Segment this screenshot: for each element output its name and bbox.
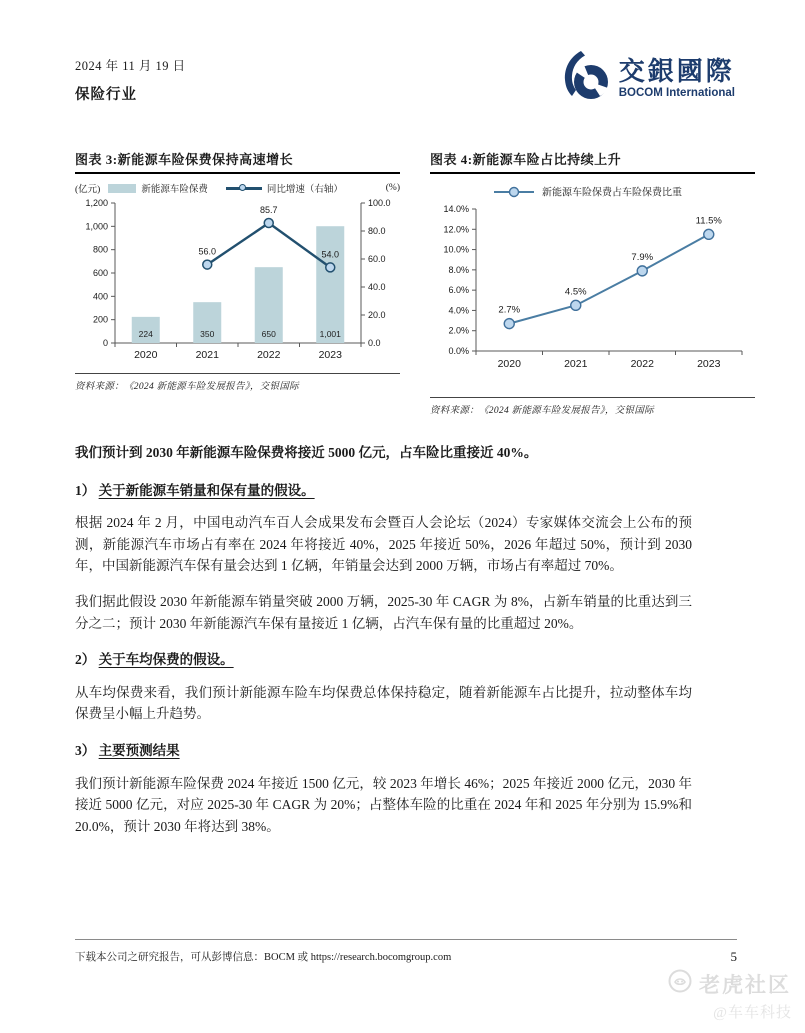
svg-text:56.0: 56.0 xyxy=(198,246,217,257)
bar-legend-label: 新能源车险保费 xyxy=(141,185,208,195)
svg-text:20.0: 20.0 xyxy=(368,310,386,320)
svg-text:80.0: 80.0 xyxy=(368,226,386,236)
figure4-svg xyxy=(430,179,755,387)
svg-text:2023: 2023 xyxy=(697,358,721,370)
svg-text:2022: 2022 xyxy=(630,358,654,370)
section3-prefix: 3） xyxy=(75,742,96,758)
figure3-card xyxy=(75,149,400,416)
svg-text:1,200: 1,200 xyxy=(85,198,108,208)
page-header xyxy=(75,56,735,107)
svg-text:2021: 2021 xyxy=(564,358,588,370)
section3-heading-text: 主要预测结果 xyxy=(98,742,180,758)
page-number: 5 xyxy=(730,949,737,964)
svg-text:0.0: 0.0 xyxy=(368,338,381,348)
svg-text:200: 200 xyxy=(92,314,108,325)
figure4-title: 图表 4:新能源车险占比持续上升 xyxy=(430,149,755,174)
svg-text:2022: 2022 xyxy=(257,349,281,361)
figure4-source: 资料来源：《2024 新能源车险发展报告》，交银国际 xyxy=(430,397,755,416)
bar-legend-swatch xyxy=(108,184,136,193)
footer-text-prefix: 下载本公司之研究报告，可从彭博信息：BOCM 或 xyxy=(75,952,311,963)
section1-heading-text: 关于新能源车销量和保有量的假设。 xyxy=(98,482,315,498)
svg-text:2021: 2021 xyxy=(195,349,219,361)
svg-text:7.9%: 7.9% xyxy=(631,251,654,263)
svg-text:600: 600 xyxy=(92,268,108,278)
svg-text:新能源车险保费占车险保费比重: 新能源车险保费占车险保费比重 xyxy=(542,187,682,199)
report-date: 2024 年 11 月 19 日 xyxy=(75,59,186,73)
line-legend-swatch xyxy=(226,187,262,190)
svg-text:1,000: 1,000 xyxy=(85,221,108,232)
section2-heading-text: 关于车均保费的假设。 xyxy=(98,652,234,668)
logo-cn: 交銀國際 xyxy=(618,56,735,86)
footer-text xyxy=(75,949,451,964)
figure3-right-unit: (%) xyxy=(385,183,400,193)
svg-text:12.0%: 12.0% xyxy=(443,224,469,235)
sector-title: 保险行业 xyxy=(75,87,137,103)
tiger-community-watermark xyxy=(668,969,791,999)
tiger-community-label: 老虎社区 xyxy=(699,973,791,997)
svg-text:4.0%: 4.0% xyxy=(448,305,469,316)
line-legend-label: 同比增速（右轴） xyxy=(266,185,343,195)
svg-text:1,001: 1,001 xyxy=(319,329,341,339)
section2-paragraph-1: 从车均保费来看，我们预计新能源车险车均保费总体保持稳定，随着新能源车占比提升，拉动整体车均保费呈小幅上升趋势。 xyxy=(75,684,692,722)
svg-text:4.5%: 4.5% xyxy=(564,286,587,298)
section2-heading xyxy=(75,649,692,671)
svg-text:60.0: 60.0 xyxy=(368,254,386,264)
figure3-left-unit: (亿元) xyxy=(75,185,101,195)
report-body xyxy=(75,442,692,837)
section3-paragraph-1: 我们预计新能源车险保费 2024 年接近 1500 亿元，较 2023 年增长 46%；2025 年接近 2000 亿元，2030 年接近 5000 亿元，对应 2025-30 年 CAGR 为 20%；占整体车险的比重在 2024 年和 2025 年分别为 15.9%和 20.0%，预计 2030 年将达到 38%。 xyxy=(75,775,692,834)
figure4-card xyxy=(430,149,755,416)
svg-text:40.0: 40.0 xyxy=(368,282,386,292)
svg-text:54.0: 54.0 xyxy=(321,249,340,260)
svg-text:650: 650 xyxy=(261,329,276,339)
section3-heading xyxy=(75,740,692,762)
section1-paragraph-2: 我们据此假设 2030 年新能源车销量突破 2000 万辆，2025-30 年 CAGR 为 8%，占新车销量的比重达到三分之二；预计 2030 年新能源汽车保有量接近 1 亿辆，占汽车保有量的比重超过 20%。 xyxy=(75,593,692,631)
svg-text:6.0%: 6.0% xyxy=(448,285,469,296)
header-left xyxy=(75,56,186,104)
svg-text:350: 350 xyxy=(200,329,215,339)
svg-text:2.0%: 2.0% xyxy=(448,325,469,336)
svg-text:85.7: 85.7 xyxy=(259,205,278,216)
svg-text:400: 400 xyxy=(92,291,108,302)
figure3-legend xyxy=(75,181,400,195)
bocom-logo-text xyxy=(619,58,735,99)
handle-watermark: @车车科技 xyxy=(713,1005,792,1021)
svg-text:8.0%: 8.0% xyxy=(448,264,469,275)
tiger-icon xyxy=(668,969,692,999)
svg-text:0: 0 xyxy=(102,338,108,348)
section1-paragraph-1: 根据 2024 年 2 月，中国电动汽车百人会成果发布会暨百人会论坛（2024）专家媒体交流会上公布的预测，新能源汽车市场占有率在 2024 年将接近 40%，2025 年接近 50%，2026 年超过 50%，预计到 2030 年，中国新能源汽车保有量会达到 1 亿辆，年销量会达到 2000 万辆，市场占有率超过 70%。 xyxy=(75,515,692,574)
svg-text:800: 800 xyxy=(92,244,108,255)
section2-prefix: 2） xyxy=(75,652,96,668)
svg-text:2023: 2023 xyxy=(318,349,342,361)
figure3-svg xyxy=(75,195,400,363)
figure3-title: 图表 3:新能源车险保费保持高速增长 xyxy=(75,149,400,174)
svg-text:11.5%: 11.5% xyxy=(695,215,722,227)
svg-text:2.7%: 2.7% xyxy=(498,304,521,316)
figure3-source: 资料来源：《2024 新能源车险发展报告》，交银国际 xyxy=(75,373,400,392)
section1-heading xyxy=(75,480,692,502)
svg-text:10.0%: 10.0% xyxy=(443,244,469,255)
lead-statement: 我们预计到 2030 年新能源车险保费将接近 5000 亿元，占车险比重接近 40%。 xyxy=(75,445,538,460)
research-url-link[interactable]: https://research.bocomgroup.com xyxy=(310,952,452,963)
section1-prefix: 1） xyxy=(75,482,96,498)
logo-en: BOCOM International xyxy=(618,87,735,100)
svg-text:2020: 2020 xyxy=(134,349,158,361)
svg-text:224: 224 xyxy=(138,329,153,339)
charts-row xyxy=(75,149,735,416)
bocom-logo xyxy=(564,50,735,107)
svg-text:2020: 2020 xyxy=(497,358,521,370)
bocom-logo-icon xyxy=(564,50,610,107)
svg-text:100.0: 100.0 xyxy=(368,198,391,208)
svg-text:0.0%: 0.0% xyxy=(448,346,469,356)
page-footer xyxy=(75,939,737,965)
svg-text:14.0%: 14.0% xyxy=(443,204,469,214)
